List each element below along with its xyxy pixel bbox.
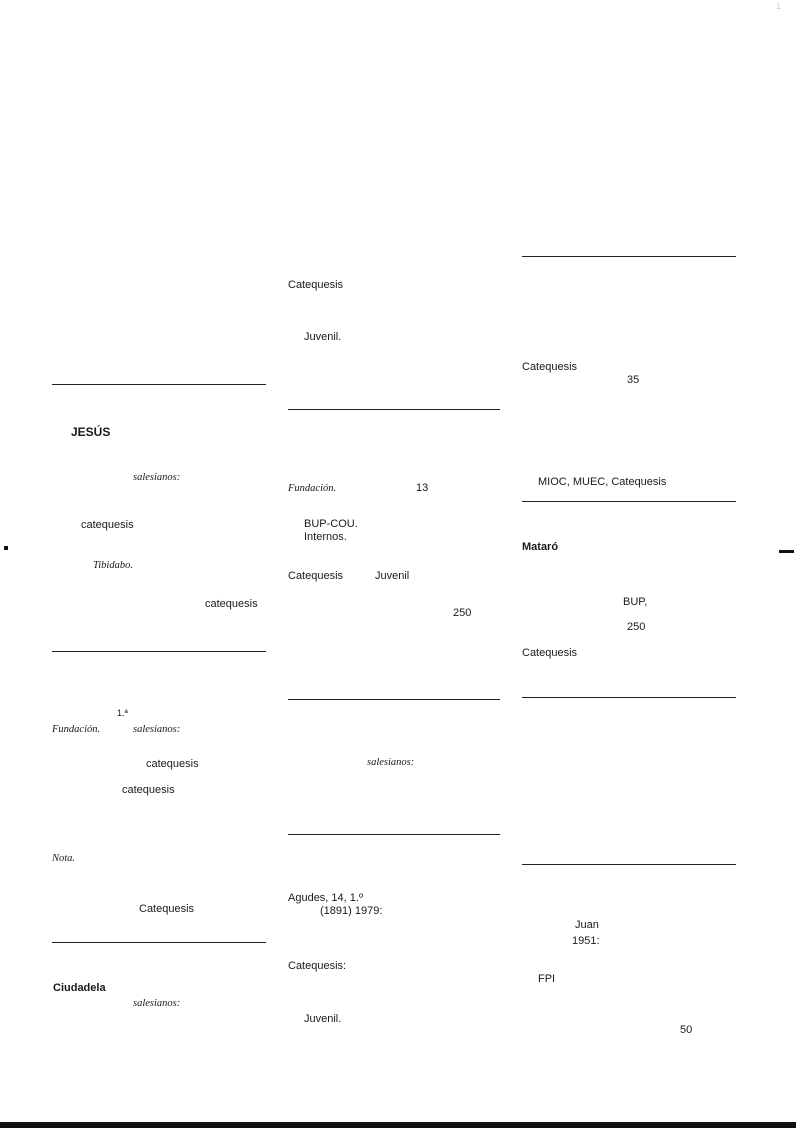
col1-fundacion: Fundación. [52,724,101,735]
col1-salesianos-3: salesianos: [133,998,181,1009]
page-corner-mark: 1 [776,1,782,11]
col1-salesianos-2: salesianos: [133,724,181,735]
col3-num-35: 35 [627,374,640,386]
col2-catequesis-2: Catequesis [288,570,344,582]
col2-internos: Internos. [304,531,347,543]
col3-divider-3 [522,697,736,698]
col3-catequesis-2: Catequesis [522,647,578,659]
col3-num-250: 250 [627,621,646,633]
col2-fundacion: Fundación. [288,483,337,494]
col2-catequesis-3: Catequesis: [288,960,347,972]
col2-salesianos: salesianos: [367,757,415,768]
col3-catequesis-1: Catequesis [522,361,578,373]
col3-year-1951: 1951: [572,935,600,947]
col2-bup-cou: BUP-COU. [304,518,358,530]
col3-juan: Juan [575,919,599,931]
col2-years: (1891) 1979: [320,905,383,917]
col3-fpi: FPI [538,973,556,985]
left-margin-mark [4,546,8,550]
col1-tibidabo: Tibidabo. [93,560,133,571]
col1-catequesis-4: catequesis [122,784,175,796]
col1-nota: Nota. [52,853,76,864]
col1-divider-2 [52,651,266,652]
col2-juvenil-3: Juvenil. [304,1013,342,1025]
col1-ordinal: 1.ª [117,708,128,718]
col2-juvenil-2: Juvenil [375,570,410,582]
col1-catequesis-5: Catequesis [139,903,195,915]
right-margin-mark [779,550,794,553]
col1-catequesis-2: catequesis [205,598,258,610]
col1-heading-ciudadela: Ciudadela [53,982,106,994]
col2-num-13: 13 [416,482,429,494]
bottom-border-bar [0,1122,796,1128]
col1-divider-1 [52,384,266,385]
col1-salesianos-1: salesianos: [133,472,181,483]
col3-heading-mataro: Mataró [522,541,559,553]
col2-num-250: 250 [453,607,472,619]
col1-heading-jesus: JESÚS [71,425,111,439]
col3-divider-2 [522,501,736,502]
col3-divider-4 [522,864,736,865]
col1-catequesis-3: catequesis [146,758,199,770]
col2-agudes: Agudes, 14, 1.º [288,892,363,904]
col1-divider-3 [52,942,266,943]
col2-divider-2 [288,699,500,700]
col2-divider-3 [288,834,500,835]
col2-catequesis-1: Catequesis [288,279,344,291]
col3-divider-1 [522,256,736,257]
col2-juvenil-1: Juvenil. [304,331,342,343]
col3-mioc-line: MIOC, MUEC, Catequesis [538,476,667,488]
col1-catequesis-1: catequesis [81,519,134,531]
page-number: 50 [680,1024,693,1036]
col2-divider-1 [288,409,500,410]
col3-bup: BUP, [623,596,648,608]
